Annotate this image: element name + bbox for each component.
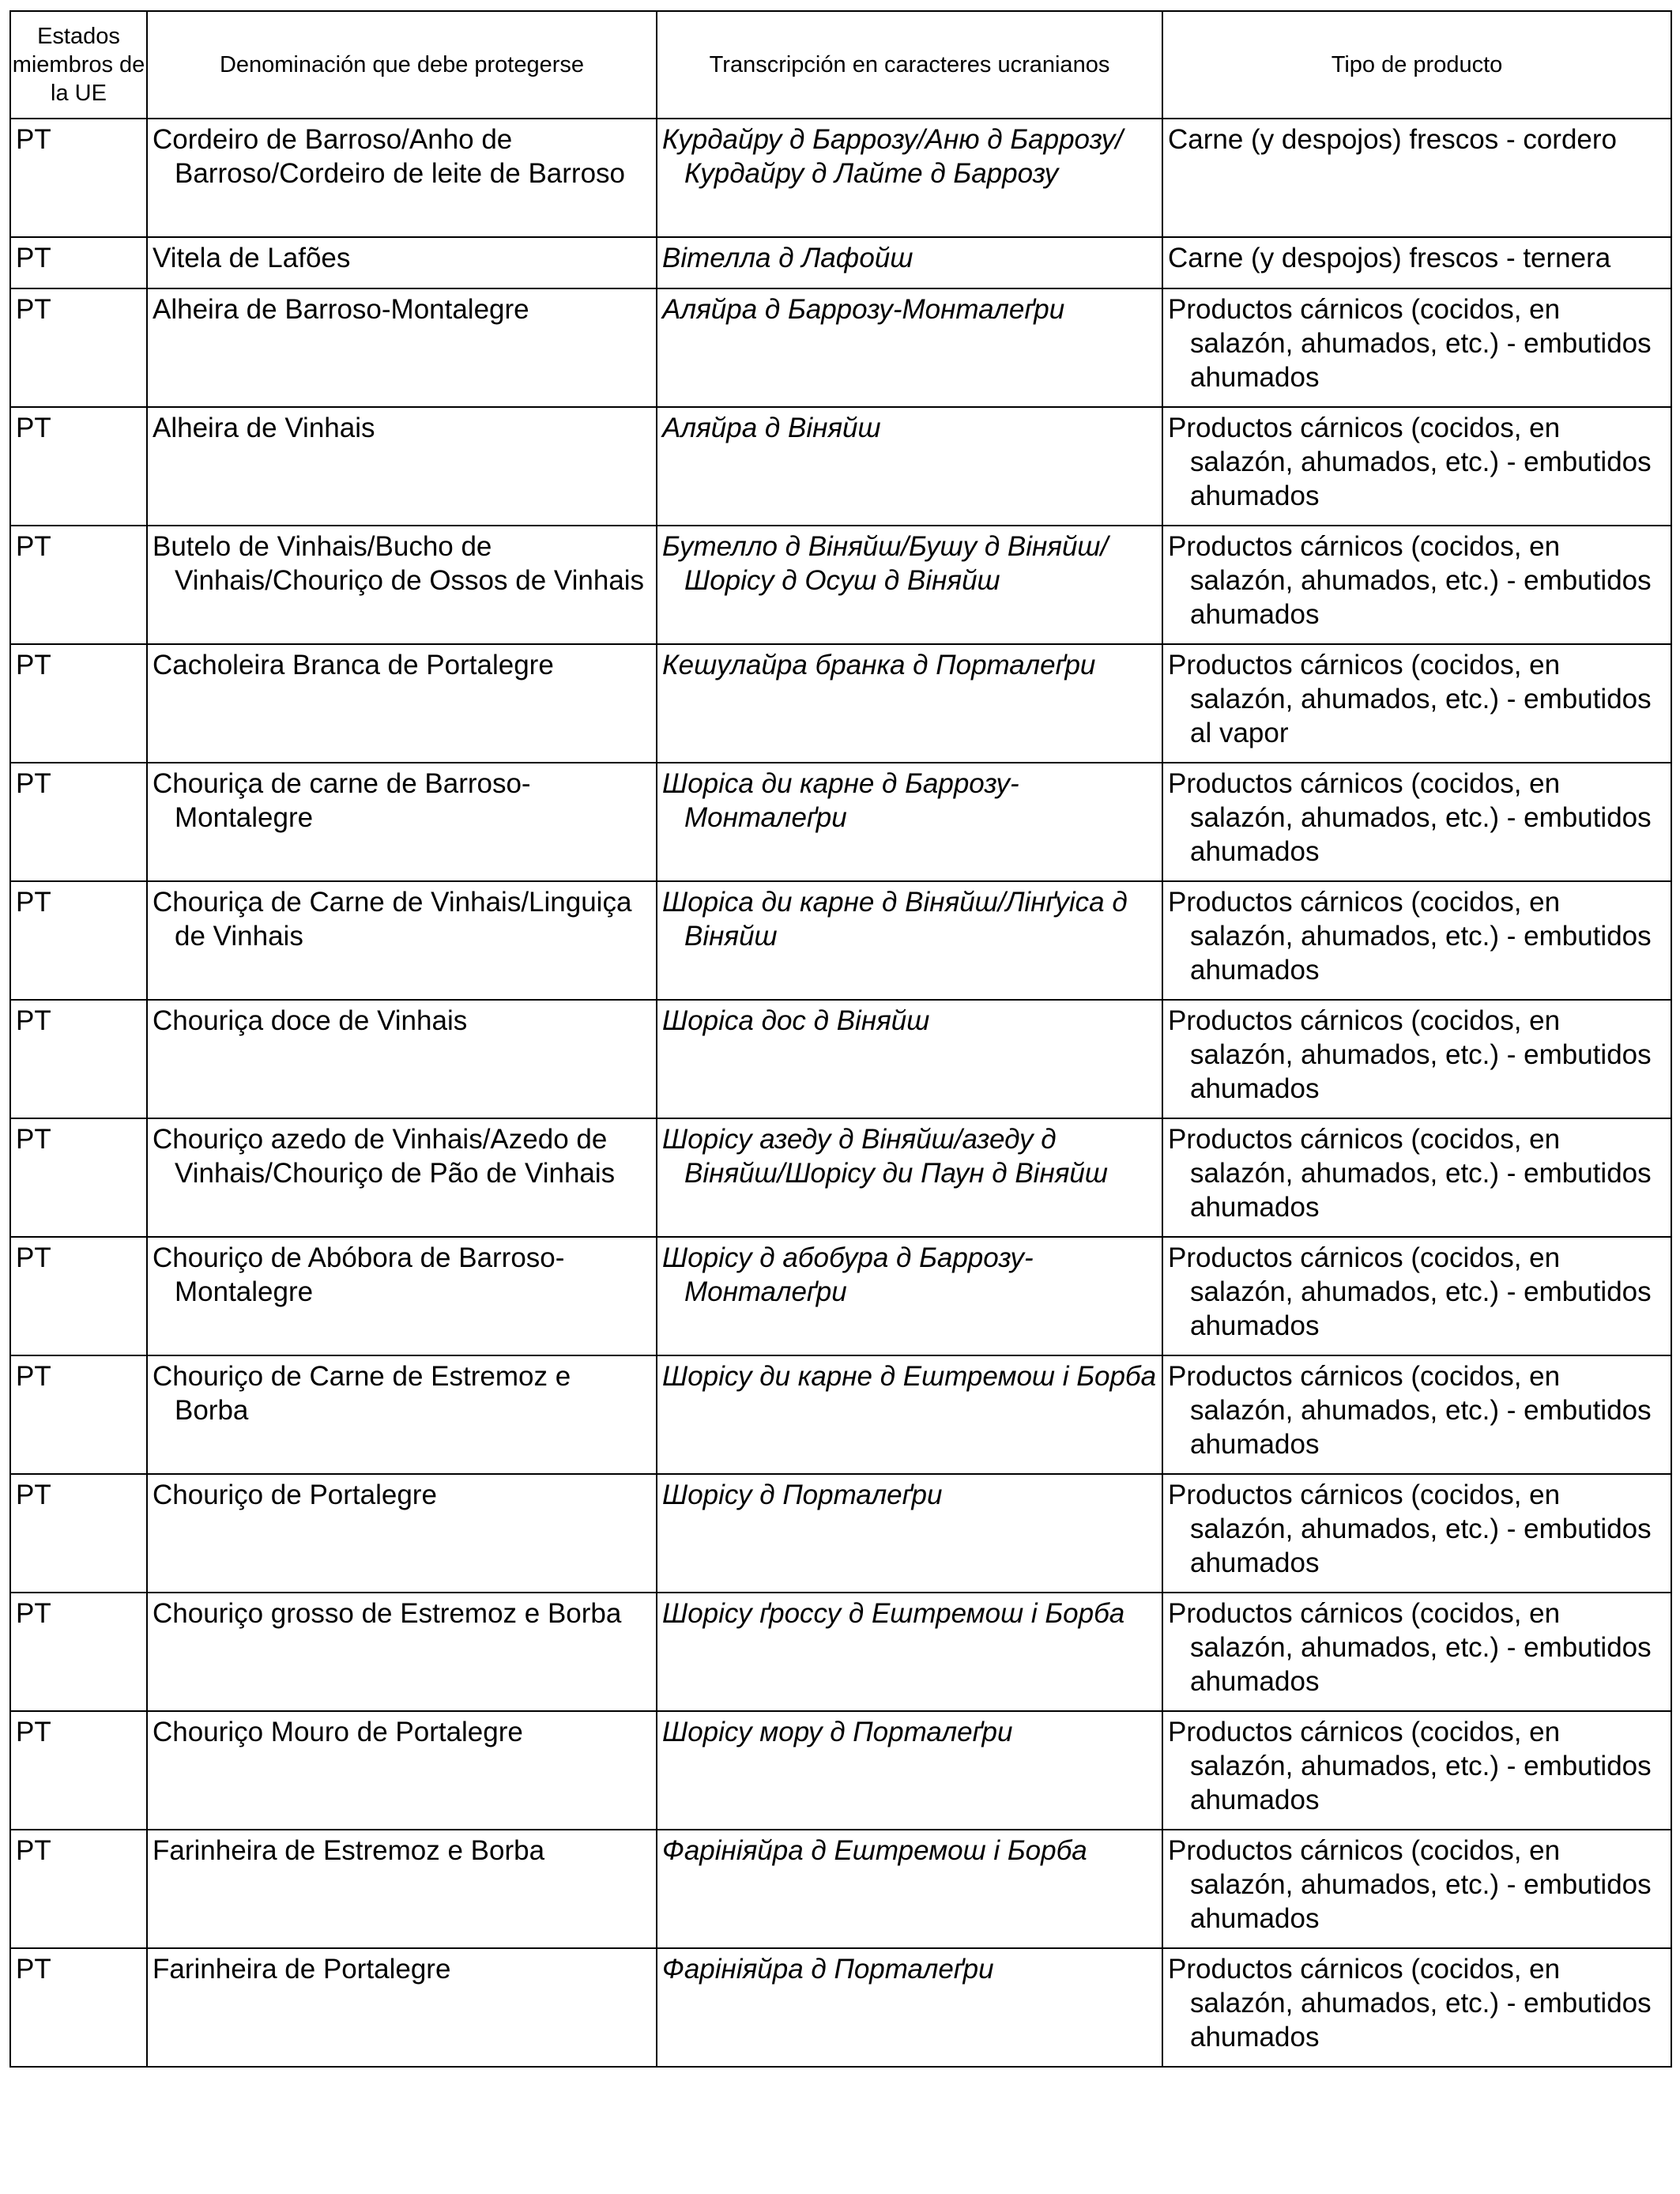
member-state-text: PT (16, 1242, 51, 1273)
cell-transcription (657, 1948, 1162, 2067)
cell-transcription (657, 1474, 1162, 1593)
cell-denomination (147, 526, 657, 644)
transcription-text: Шоріса дос д Віняйш (662, 1005, 930, 1036)
transcription-text: Шорісу ди карне д Ештремош і Борба (662, 1361, 1157, 1392)
product-type-text: Productos cárnicos (cocidos, en salazón, ahumados, etc.) - embutidos ahumados (1168, 1480, 1652, 1578)
cell-denomination (147, 119, 657, 237)
cell-transcription (657, 1593, 1162, 1711)
cell-product-type (1162, 237, 1671, 288)
header-product-type: Tipo de producto (1162, 11, 1671, 119)
cell-denomination (147, 1593, 657, 1711)
table-row (10, 763, 1671, 881)
member-state-text: PT (16, 650, 51, 680)
denomination-text: Chouriça de Carne de Vinhais/Linguiça de Vinhais (153, 887, 632, 952)
cell-product-type (1162, 1830, 1671, 1948)
cell-denomination (147, 644, 657, 763)
cell-product-type (1162, 288, 1671, 407)
member-state-text: PT (16, 124, 51, 155)
product-type-text: Productos cárnicos (cocidos, en salazón, ahumados, etc.) - embutidos ahumados (1168, 1954, 1652, 2053)
transcription-text: Фарініяйра д Ештремош і Борба (662, 1835, 1087, 1866)
denomination-text: Alheira de Barroso-Montalegre (153, 294, 529, 325)
cell-transcription (657, 119, 1162, 237)
cell-transcription (657, 288, 1162, 407)
cell-member-state (10, 1948, 147, 2067)
product-type-text: Productos cárnicos (cocidos, en salazón, ahumados, etc.) - embutidos ahumados (1168, 1717, 1652, 1815)
transcription-text: Шоріса ди карне д Віняйш/Лінґуіса д Віняйш (662, 887, 1128, 952)
cell-product-type (1162, 526, 1671, 644)
header-denomination: Denominación que debe protegerse (147, 11, 657, 119)
cell-transcription (657, 237, 1162, 288)
table-row (10, 1118, 1671, 1237)
cell-member-state (10, 1474, 147, 1593)
denomination-text: Cacholeira Branca de Portalegre (153, 650, 554, 680)
cell-denomination (147, 1711, 657, 1830)
member-state-text: PT (16, 1954, 51, 1985)
cell-member-state (10, 407, 147, 526)
cell-transcription (657, 1237, 1162, 1355)
product-type-text: Productos cárnicos (cocidos, en salazón, ahumados, etc.) - embutidos ahumados (1168, 531, 1652, 630)
cell-member-state (10, 1237, 147, 1355)
denomination-text: Farinheira de Estremoz e Borba (153, 1835, 545, 1866)
member-state-text: PT (16, 1005, 51, 1036)
transcription-text: Шоріса ди карне д Баррозу-Монталеґри (662, 768, 1019, 833)
table-row (10, 644, 1671, 763)
header-row (10, 11, 1671, 119)
cell-product-type (1162, 119, 1671, 237)
cell-product-type (1162, 1593, 1671, 1711)
cell-product-type (1162, 1000, 1671, 1118)
cell-member-state (10, 644, 147, 763)
table-row (10, 1355, 1671, 1474)
denomination-text: Alheira de Vinhais (153, 413, 375, 443)
product-type-text: Productos cárnicos (cocidos, en salazón, ahumados, etc.) - embutidos ahumados (1168, 768, 1652, 867)
cell-transcription (657, 1711, 1162, 1830)
cell-transcription (657, 644, 1162, 763)
transcription-text: Аляйра д Баррозу-Монталеґри (662, 294, 1065, 325)
cell-product-type (1162, 763, 1671, 881)
cell-product-type (1162, 407, 1671, 526)
cell-product-type (1162, 644, 1671, 763)
product-type-text: Productos cárnicos (cocidos, en salazón, ahumados, etc.) - embutidos ahumados (1168, 1598, 1652, 1697)
cell-denomination (147, 1237, 657, 1355)
transcription-text: Курдайру д Баррозу/Аню д Баррозу/Курдайру д Лайте д Баррозу (662, 124, 1123, 189)
cell-denomination (147, 1000, 657, 1118)
cell-member-state (10, 1118, 147, 1237)
table-row (10, 1474, 1671, 1593)
cell-transcription (657, 526, 1162, 644)
cell-denomination (147, 1355, 657, 1474)
table-header (10, 11, 1671, 119)
gi-table (9, 10, 1672, 2068)
transcription-text: Шорісу мору д Порталеґри (662, 1717, 1013, 1747)
cell-product-type (1162, 1711, 1671, 1830)
cell-product-type (1162, 881, 1671, 1000)
product-type-text: Productos cárnicos (cocidos, en salazón, ahumados, etc.) - embutidos ahumados (1168, 294, 1652, 393)
member-state-text: PT (16, 1361, 51, 1392)
cell-transcription (657, 881, 1162, 1000)
cell-denomination (147, 1830, 657, 1948)
cell-member-state (10, 1593, 147, 1711)
product-type-text: Carne (y despojos) frescos - cordero (1168, 124, 1617, 155)
transcription-text: Вітелла д Лафойш (662, 243, 913, 273)
table-row (10, 1593, 1671, 1711)
cell-product-type (1162, 1355, 1671, 1474)
cell-denomination (147, 763, 657, 881)
denomination-text: Chouriço grosso de Estremoz e Borba (153, 1598, 622, 1629)
member-state-text: PT (16, 1835, 51, 1866)
transcription-text: Шорісу д абобура д Баррозу-Монталеґри (662, 1242, 1034, 1307)
transcription-text: Фарініяйра д Порталеґри (662, 1954, 994, 1985)
cell-transcription (657, 1355, 1162, 1474)
cell-member-state (10, 881, 147, 1000)
transcription-text: Аляйра д Віняйш (662, 413, 881, 443)
denomination-text: Chouriço azedo de Vinhais/Azedo de Vinhais/Chouriço de Pão de Vinhais (153, 1124, 616, 1189)
product-type-text: Productos cárnicos (cocidos, en salazón, ahumados, etc.) - embutidos al vapor (1168, 650, 1652, 748)
cell-product-type (1162, 1118, 1671, 1237)
cell-transcription (657, 763, 1162, 881)
product-type-text: Carne (y despojos) frescos - ternera (1168, 243, 1611, 273)
product-type-text: Productos cárnicos (cocidos, en salazón, ahumados, etc.) - embutidos ahumados (1168, 1005, 1652, 1104)
product-type-text: Productos cárnicos (cocidos, en salazón, ahumados, etc.) - embutidos ahumados (1168, 1242, 1652, 1341)
cell-product-type (1162, 1474, 1671, 1593)
transcription-text: Шорісу ґроссу д Ештремош і Борба (662, 1598, 1125, 1629)
cell-member-state (10, 1355, 147, 1474)
denomination-text: Chouriço de Portalegre (153, 1480, 437, 1510)
cell-member-state (10, 1830, 147, 1948)
member-state-text: PT (16, 243, 51, 273)
cell-denomination (147, 1118, 657, 1237)
table-row (10, 237, 1671, 288)
product-type-text: Productos cárnicos (cocidos, en salazón, ahumados, etc.) - embutidos ahumados (1168, 887, 1652, 986)
denomination-text: Butelo de Vinhais/Bucho de Vinhais/Chouriço de Ossos de Vinhais (153, 531, 645, 596)
denomination-text: Chouriço de Abóbora de Barroso-Montalegre (153, 1242, 565, 1307)
cell-member-state (10, 288, 147, 407)
table-row (10, 1830, 1671, 1948)
cell-denomination (147, 1474, 657, 1593)
transcription-text: Кешулайра бранка д Порталеґри (662, 650, 1096, 680)
cell-product-type (1162, 1948, 1671, 2067)
cell-member-state (10, 1711, 147, 1830)
table-row (10, 1000, 1671, 1118)
cell-member-state (10, 1000, 147, 1118)
product-type-text: Productos cárnicos (cocidos, en salazón, ahumados, etc.) - embutidos ahumados (1168, 413, 1652, 511)
header-transcription: Transcripción en caracteres ucranianos (657, 11, 1162, 119)
denomination-text: Chouriça de carne de Barroso-Montalegre (153, 768, 531, 833)
cell-denomination (147, 288, 657, 407)
cell-member-state (10, 119, 147, 237)
table-row (10, 1948, 1671, 2067)
product-type-text: Productos cárnicos (cocidos, en salazón, ahumados, etc.) - embutidos ahumados (1168, 1361, 1652, 1460)
cell-transcription (657, 1118, 1162, 1237)
denomination-text: Chouriço de Carne de Estremoz e Borba (153, 1361, 571, 1426)
table-row (10, 288, 1671, 407)
member-state-text: PT (16, 413, 51, 443)
transcription-text: Шорісу д Порталеґри (662, 1480, 943, 1510)
product-type-text: Productos cárnicos (cocidos, en salazón, ahumados, etc.) - embutidos ahumados (1168, 1124, 1652, 1223)
cell-denomination (147, 881, 657, 1000)
table-row (10, 119, 1671, 237)
member-state-text: PT (16, 1598, 51, 1629)
table-row (10, 881, 1671, 1000)
member-state-text: PT (16, 768, 51, 799)
header-member-state: Estados miembros de la UE (10, 11, 147, 119)
table-row (10, 1711, 1671, 1830)
cell-transcription (657, 407, 1162, 526)
denomination-text: Farinheira de Portalegre (153, 1954, 451, 1985)
table-row (10, 526, 1671, 644)
member-state-text: PT (16, 1124, 51, 1155)
cell-member-state (10, 763, 147, 881)
member-state-text: PT (16, 1717, 51, 1747)
denomination-text: Vitela de Lafões (153, 243, 351, 273)
product-type-text: Productos cárnicos (cocidos, en salazón, ahumados, etc.) - embutidos ahumados (1168, 1835, 1652, 1934)
transcription-text: Бутелло д Віняйш/Бушу д Віняйш/Шорісу д Осуш д Віняйш (662, 531, 1109, 596)
member-state-text: PT (16, 294, 51, 325)
cell-denomination (147, 407, 657, 526)
cell-transcription (657, 1830, 1162, 1948)
transcription-text: Шорісу азеду д Віняйш/азеду д Віняйш/Шорісу ди Паун д Віняйш (662, 1124, 1108, 1189)
table-row (10, 407, 1671, 526)
denomination-text: Chouriça doce de Vinhais (153, 1005, 468, 1036)
denomination-text: Cordeiro de Barroso/Anho de Barroso/Cordeiro de leite de Barroso (153, 124, 626, 189)
cell-denomination (147, 1948, 657, 2067)
member-state-text: PT (16, 1480, 51, 1510)
cell-denomination (147, 237, 657, 288)
member-state-text: PT (16, 531, 51, 562)
denomination-text: Chouriço Mouro de Portalegre (153, 1717, 523, 1747)
cell-product-type (1162, 1237, 1671, 1355)
member-state-text: PT (16, 887, 51, 918)
cell-member-state (10, 237, 147, 288)
cell-transcription (657, 1000, 1162, 1118)
table-row (10, 1237, 1671, 1355)
cell-member-state (10, 526, 147, 644)
table-body (10, 119, 1671, 2067)
